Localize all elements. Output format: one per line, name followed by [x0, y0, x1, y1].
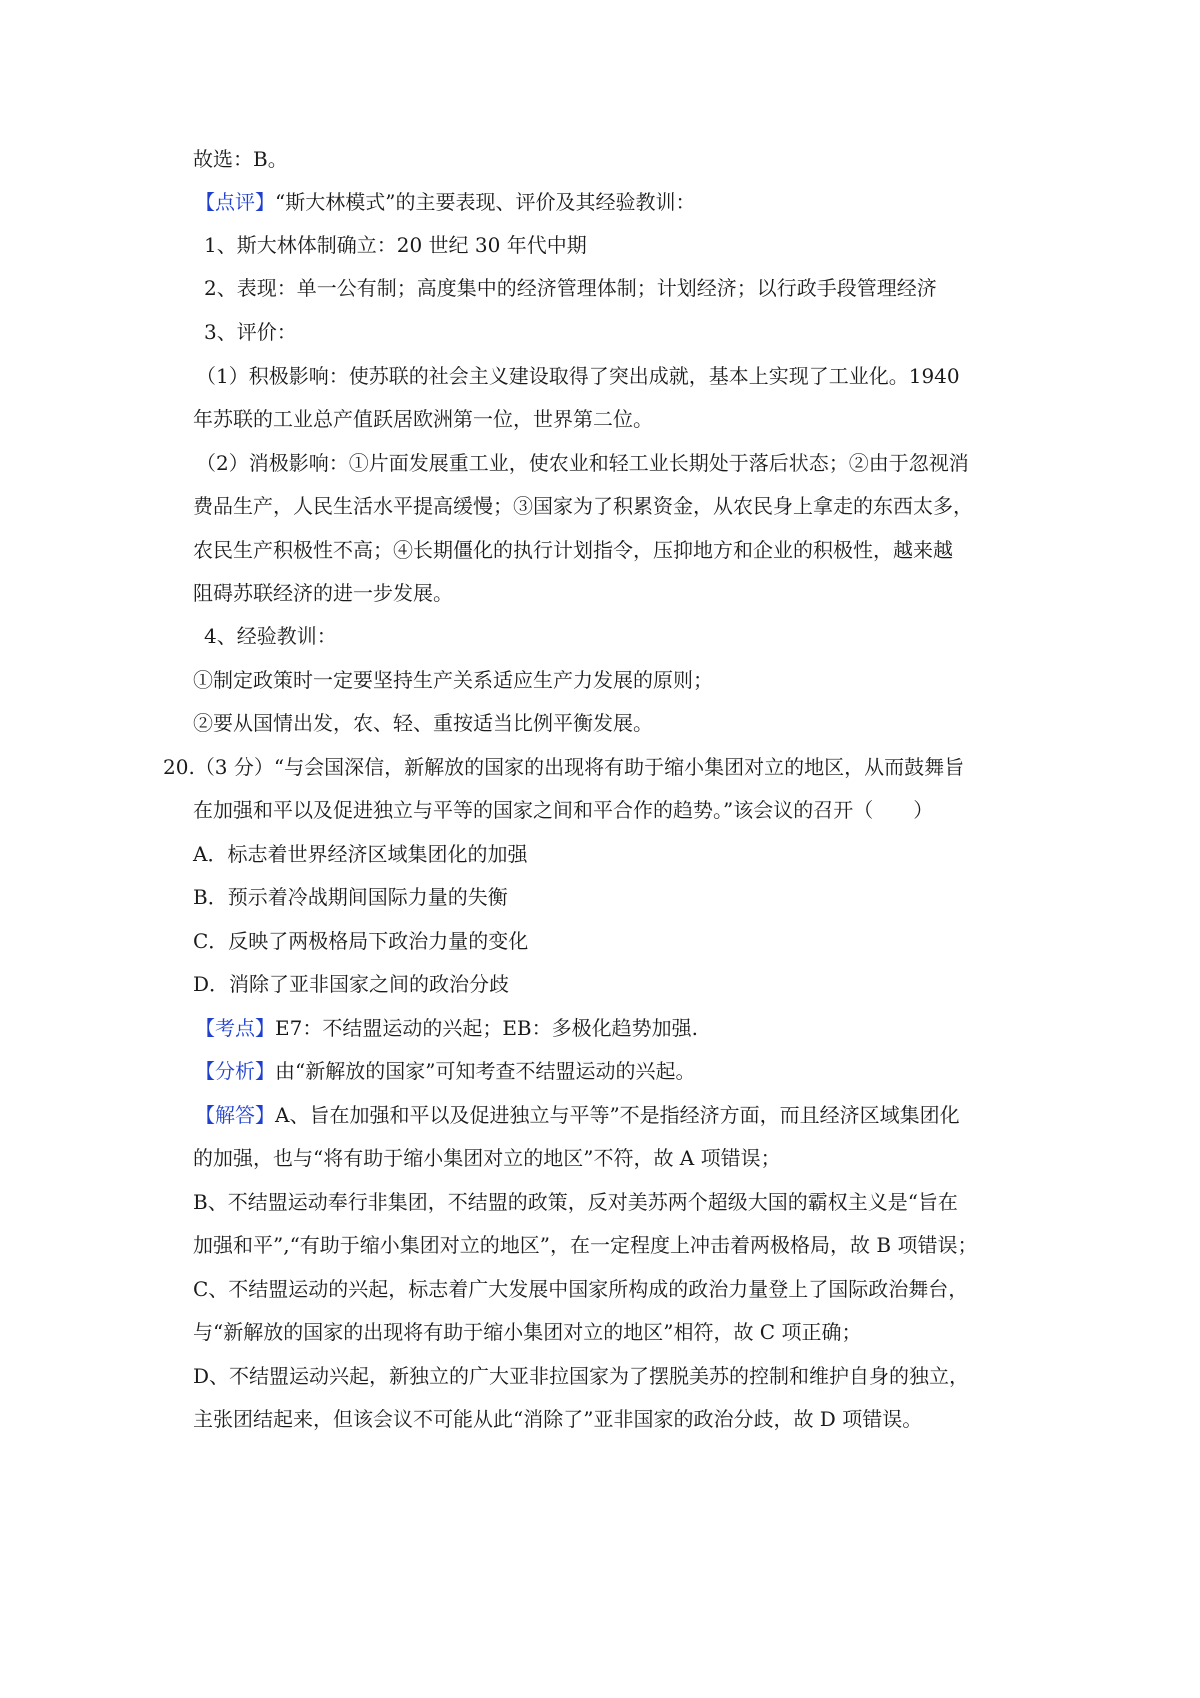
review-line	[195, 188, 695, 216]
question-20-stem-line-1	[163, 753, 964, 781]
analysis-text: 由“新解放的国家”可知考查不结盟运动的兴起。	[275, 1059, 696, 1083]
point-tag: 【考点】	[195, 1016, 275, 1040]
review-tag: 【点评】	[195, 190, 275, 214]
review-positive-line-2: 年苏联的工业总产值跃居欧洲第一位，世界第二位。	[193, 407, 653, 431]
review-point-4: 4、经验教训：	[204, 624, 337, 648]
option-c: C．反映了两极格局下政治力量的变化	[193, 929, 529, 953]
review-negative-line-1: （2）消极影响：①片面发展重工业，使农业和轻工业长期处于落后状态；②由于忽视消	[196, 451, 969, 475]
lesson-2: ②要从国情出发，农、轻、重按适当比例平衡发展。	[193, 711, 653, 735]
point-line	[195, 1014, 698, 1042]
review-negative-line-4: 阻碍苏联经济的进一步发展。	[193, 581, 453, 605]
review-point-2: 2、表现：单一公有制；高度集中的经济管理体制；计划经济；以行政手段管理经济	[204, 276, 937, 300]
review-positive-line-1: （1）积极影响：使苏联的社会主义建设取得了突出成就，基本上实现了工业化。1940	[196, 364, 960, 388]
analysis-line	[195, 1057, 695, 1085]
review-negative-line-2: 费品生产，人民生活水平提高缓慢；③国家为了积累资金，从农民身上拿走的东西太多，	[193, 494, 973, 518]
question-20-stem-line-2: 在加强和平以及促进独立与平等的国家之间和平合作的趋势。”该会议的召开（ ）	[193, 798, 934, 822]
answer-line-d1: D、不结盟运动兴起，新独立的广大亚非拉国家为了摆脱美苏的控制和维护自身的独立，	[193, 1364, 970, 1388]
question-number: 20.	[163, 755, 195, 779]
option-a: A．标志着世界经济区域集团化的加强	[193, 842, 528, 866]
review-text: “斯大林模式”的主要表现、评价及其经验教训：	[275, 190, 696, 214]
review-point-1: 1、斯大林体制确立：20 世纪 30 年代中期	[204, 233, 587, 257]
analysis-tag: 【分析】	[195, 1059, 275, 1083]
question-stem-1: （3 分）“与会国深信，新解放的国家的出现将有助于缩小集团对立的地区，从而鼓舞旨	[194, 755, 965, 779]
option-b: B．预示着冷战期间国际力量的失衡	[193, 885, 508, 909]
conclusion-line: 故选：B。	[193, 147, 288, 171]
point-text: E7：不结盟运动的兴起；EB：多极化趋势加强.	[275, 1016, 698, 1040]
lesson-1: ①制定政策时一定要坚持生产关系适应生产力发展的原则；	[193, 668, 713, 692]
answer-line-a2: 的加强，也与“将有助于缩小集团对立的地区”不符，故 A 项错误；	[193, 1146, 781, 1170]
answer-line-c2: 与“新解放的国家的出现将有助于缩小集团对立的地区”相符，故 C 项正确；	[193, 1320, 862, 1344]
answer-line-d2: 主张团结起来，但该会议不可能从此“消除了”亚非国家的政治分歧，故 D 项错误。	[193, 1407, 923, 1431]
answer-tag: 【解答】	[195, 1103, 275, 1127]
option-d: D．消除了亚非国家之间的政治分歧	[193, 972, 510, 996]
answer-line-c1: C、不结盟运动的兴起，标志着广大发展中国家所构成的政治力量登上了国际政治舞台，	[193, 1277, 969, 1301]
answer-line-b1: B、不结盟运动奉行非集团，不结盟的政策，反对美苏两个超级大国的霸权主义是“旨在	[193, 1190, 958, 1214]
review-negative-line-3: 农民生产积极性不高；④长期僵化的执行计划指令，压抑地方和企业的积极性，越来越	[193, 538, 953, 562]
answer-line-a1	[195, 1101, 960, 1129]
review-point-3: 3、评价：	[204, 320, 297, 344]
answer-line-b2: 加强和平”,“有助于缩小集团对立的地区”，在一定程度上冲击着两极格局，故 B 项错误；	[193, 1233, 978, 1257]
answer-a-text-1: A、旨在加强和平以及促进独立与平等”不是指经济方面，而且经济区域集团化	[275, 1103, 960, 1127]
